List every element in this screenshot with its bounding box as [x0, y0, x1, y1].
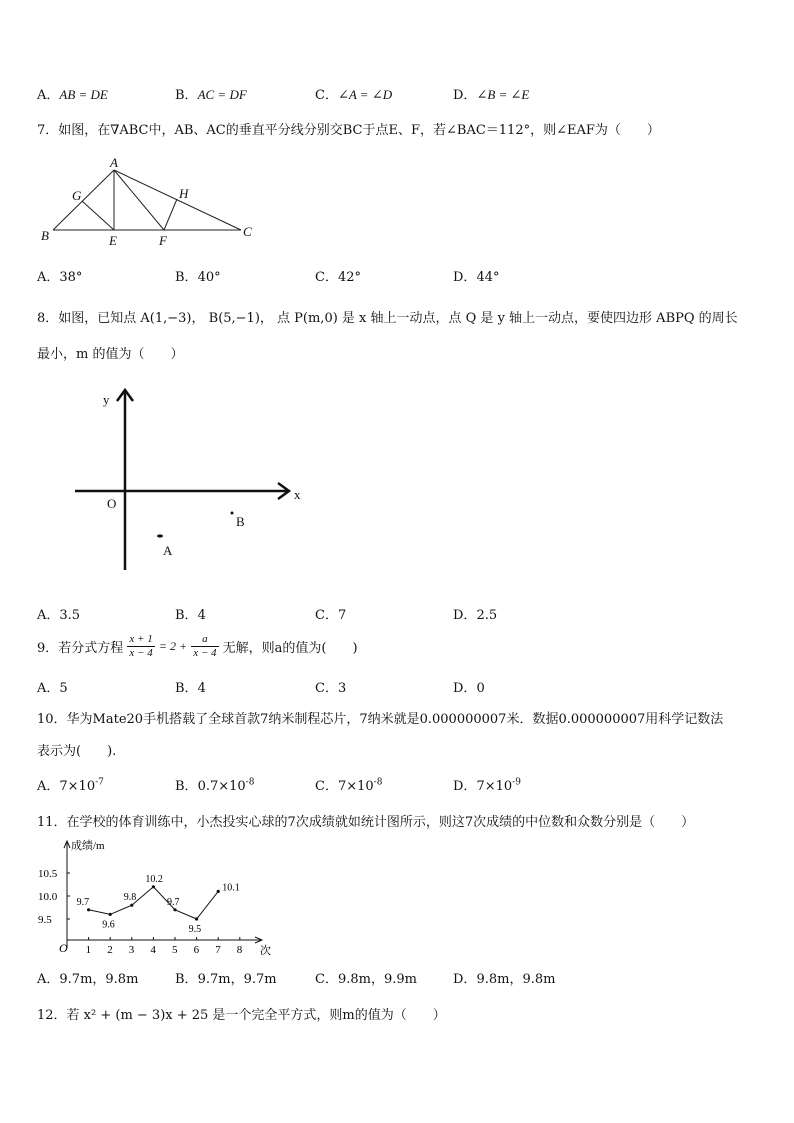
option-text: ∠B = ∠E — [476, 87, 530, 102]
data-point — [130, 904, 133, 907]
q9-frac1-denominator: x − 4 — [129, 647, 153, 659]
x-tick-label: 2 — [107, 944, 113, 956]
q8-coordinate-figure — [70, 385, 315, 580]
q8-option-d — [453, 604, 497, 623]
data-label: 10.1 — [222, 882, 240, 894]
data-point — [195, 917, 198, 920]
data-point — [173, 908, 176, 911]
label-c: C — [243, 224, 252, 239]
q7-option-d — [453, 266, 499, 285]
q11-option-b — [175, 968, 277, 987]
q11-option-a — [37, 968, 138, 987]
point-b-label: B — [236, 514, 245, 529]
option-text: 9.7m，9.7m — [197, 972, 277, 987]
q9-stem — [37, 633, 358, 660]
x-tick-label: 5 — [172, 944, 178, 956]
chart-xlabel: 次 — [260, 945, 271, 957]
option-text: 4 — [197, 608, 206, 623]
data-label: 9.8 — [123, 892, 137, 904]
chart-origin-label: O — [59, 941, 68, 955]
x-tick-label: 6 — [193, 944, 200, 956]
x-tick-label: 8 — [236, 944, 243, 956]
x-tick-label: 3 — [128, 944, 135, 956]
q8-stem-line1: 8．如图，已知点 A(1,−3)， B(5,−1)， 点 P(m,0) 是 x 轴上一动点，点 Q 是 y 轴上一动点，要使四边形 ABPQ 的周长 — [37, 311, 738, 326]
option-text: 9.8m，9.8m — [476, 972, 556, 987]
option-label: A． — [37, 88, 60, 103]
option-label: B． — [175, 270, 198, 285]
q7-option-a — [37, 266, 82, 285]
x-axis-label: x — [294, 487, 301, 502]
label-b: B — [41, 228, 49, 243]
x-tick-label: 1 — [85, 944, 92, 956]
option-text: 44° — [476, 270, 500, 285]
option-label: D． — [453, 779, 477, 794]
option-label: D． — [453, 681, 477, 696]
q11-option-c — [315, 968, 417, 987]
y-tick-label: 10.0 — [38, 891, 58, 903]
data-point — [87, 908, 90, 911]
q10-stem-line1: 10．华为Mate20手机搭载了全球首款7纳米制程芯片，7纳米就是0.000000007米．数据0.000000007用科学记数法 — [37, 712, 724, 727]
q10-option-c — [315, 775, 382, 794]
option-text: 4 — [197, 681, 206, 696]
origin-label: O — [107, 496, 117, 511]
q10-option-a — [37, 775, 104, 794]
x-tick-label: 7 — [215, 944, 221, 956]
q8-option-c — [315, 604, 346, 623]
q11-stem: 11．在学校的体育训练中，小杰投实心球的7次成绩就如统计图所示，则这7次成绩的中位数和众数分别是（ ） — [37, 815, 695, 830]
q10-option-d — [453, 775, 521, 794]
point-b-dot — [231, 512, 234, 515]
option-label: A． — [37, 608, 60, 623]
option-label: A． — [37, 779, 60, 794]
q6-option-a — [37, 84, 108, 103]
option-label: B． — [175, 608, 198, 623]
label-f: F — [159, 233, 167, 248]
q11-option-d — [453, 968, 555, 987]
data-label: 9.6 — [102, 919, 115, 931]
q12-stem: 12．若 x² + (m − 3)x + 25 是一个完全平方式，则m的值为（ ） — [37, 1008, 446, 1023]
q9-option-b — [175, 677, 206, 696]
option-label: A． — [37, 972, 60, 987]
option-text: AB = DE — [59, 87, 108, 102]
q9-suffix: 无解，则a的值为( ) — [222, 641, 358, 656]
option-text: 9.7m，9.8m — [59, 972, 139, 987]
label-g: G — [72, 188, 82, 203]
option-text: 5 — [59, 681, 68, 696]
perp-bisector-hf — [164, 199, 177, 230]
data-point — [217, 890, 220, 893]
q9-prefix: 9．若分式方程 — [37, 641, 124, 656]
q9-frac2-denominator: x − 4 — [193, 647, 217, 659]
x-tick-label: 4 — [150, 944, 156, 956]
q6-option-b — [175, 84, 247, 103]
y-tick-label: 9.5 — [38, 914, 52, 926]
option-text: 3.5 — [59, 608, 81, 623]
q7-option-c — [315, 266, 361, 285]
option-exponent: -8 — [373, 777, 383, 788]
q9-option-d — [453, 677, 485, 696]
option-label: C． — [315, 972, 338, 987]
option-label: C． — [315, 779, 338, 794]
q9-option-a — [37, 677, 68, 696]
q9-fraction-2 — [191, 633, 218, 660]
option-label: D． — [453, 88, 477, 103]
q7-option-b — [175, 266, 221, 285]
q6-option-d — [453, 84, 529, 103]
option-text: 3 — [337, 681, 347, 696]
option-label: D． — [453, 972, 477, 987]
point-a-dot — [157, 534, 163, 537]
option-label: B． — [175, 972, 198, 987]
option-label: C． — [315, 608, 338, 623]
q9-middle: = 2 + — [158, 639, 188, 653]
y-tick-label: 10.5 — [38, 868, 58, 880]
data-point — [109, 913, 112, 916]
option-exponent: -7 — [95, 777, 104, 788]
side-ab — [53, 170, 114, 230]
label-e: E — [109, 233, 117, 248]
side-ac — [114, 170, 241, 230]
q9-frac2-numerator: a — [191, 633, 218, 647]
data-label: 9.7 — [167, 896, 180, 908]
q7-stem: 7．如图，在∇ABC中，AB、AC的垂直平分线分别交BC于点E、F，若∠BAC＝112°，则∠EAF为（ ） — [37, 123, 660, 138]
option-exponent: -8 — [245, 777, 255, 788]
label-a: A — [110, 155, 118, 170]
option-base: 0.7×10 — [197, 779, 246, 794]
chart-ylabel: 成绩/m — [71, 840, 105, 852]
option-text: 9.8m，9.9m — [337, 972, 417, 987]
point-a-label: A — [163, 543, 173, 558]
q8-stem-line2: 最小，m 的值为（ ） — [37, 347, 184, 362]
q9-option-c — [315, 677, 346, 696]
q8-option-a — [37, 604, 80, 623]
q10-option-b — [175, 775, 254, 794]
option-text: AC = DF — [197, 87, 247, 102]
option-exponent: -9 — [512, 777, 521, 788]
option-text: 7 — [337, 608, 347, 623]
option-text: 40° — [197, 270, 221, 285]
data-point — [152, 885, 155, 888]
q8-option-b — [175, 604, 206, 623]
option-text: 38° — [59, 270, 83, 285]
label-h: H — [179, 186, 189, 201]
option-label: C． — [315, 681, 338, 696]
data-label: 10.2 — [145, 873, 163, 885]
data-label: 9.7 — [76, 896, 90, 908]
option-label: B． — [175, 88, 198, 103]
y-axis-label: y — [103, 392, 110, 407]
segment-af — [114, 170, 164, 230]
option-text: 0 — [476, 681, 485, 696]
option-base: 7×10 — [476, 779, 513, 794]
option-text: 42° — [337, 270, 361, 285]
option-label: A． — [37, 270, 60, 285]
series-line — [89, 887, 219, 919]
option-text: 2.5 — [476, 608, 498, 623]
option-label: C． — [315, 88, 338, 103]
q7-triangle-figure — [37, 152, 267, 248]
q6-option-c — [315, 84, 392, 103]
option-label: D． — [453, 608, 477, 623]
option-label: D． — [453, 270, 477, 285]
option-text: ∠A = ∠D — [337, 87, 393, 102]
option-label: B． — [175, 779, 198, 794]
perp-bisector-ge — [82, 201, 114, 230]
option-label: B． — [175, 681, 198, 696]
q11-line-chart — [37, 836, 277, 958]
q9-fraction-1 — [127, 633, 154, 660]
option-label: A． — [37, 681, 60, 696]
option-base: 7×10 — [337, 779, 374, 794]
q10-stem-line2: 表示为( ). — [37, 744, 117, 759]
option-label: C． — [315, 270, 338, 285]
q9-frac1-numerator: x + 1 — [129, 633, 153, 645]
option-base: 7×10 — [59, 779, 96, 794]
data-label: 9.5 — [188, 924, 202, 935]
